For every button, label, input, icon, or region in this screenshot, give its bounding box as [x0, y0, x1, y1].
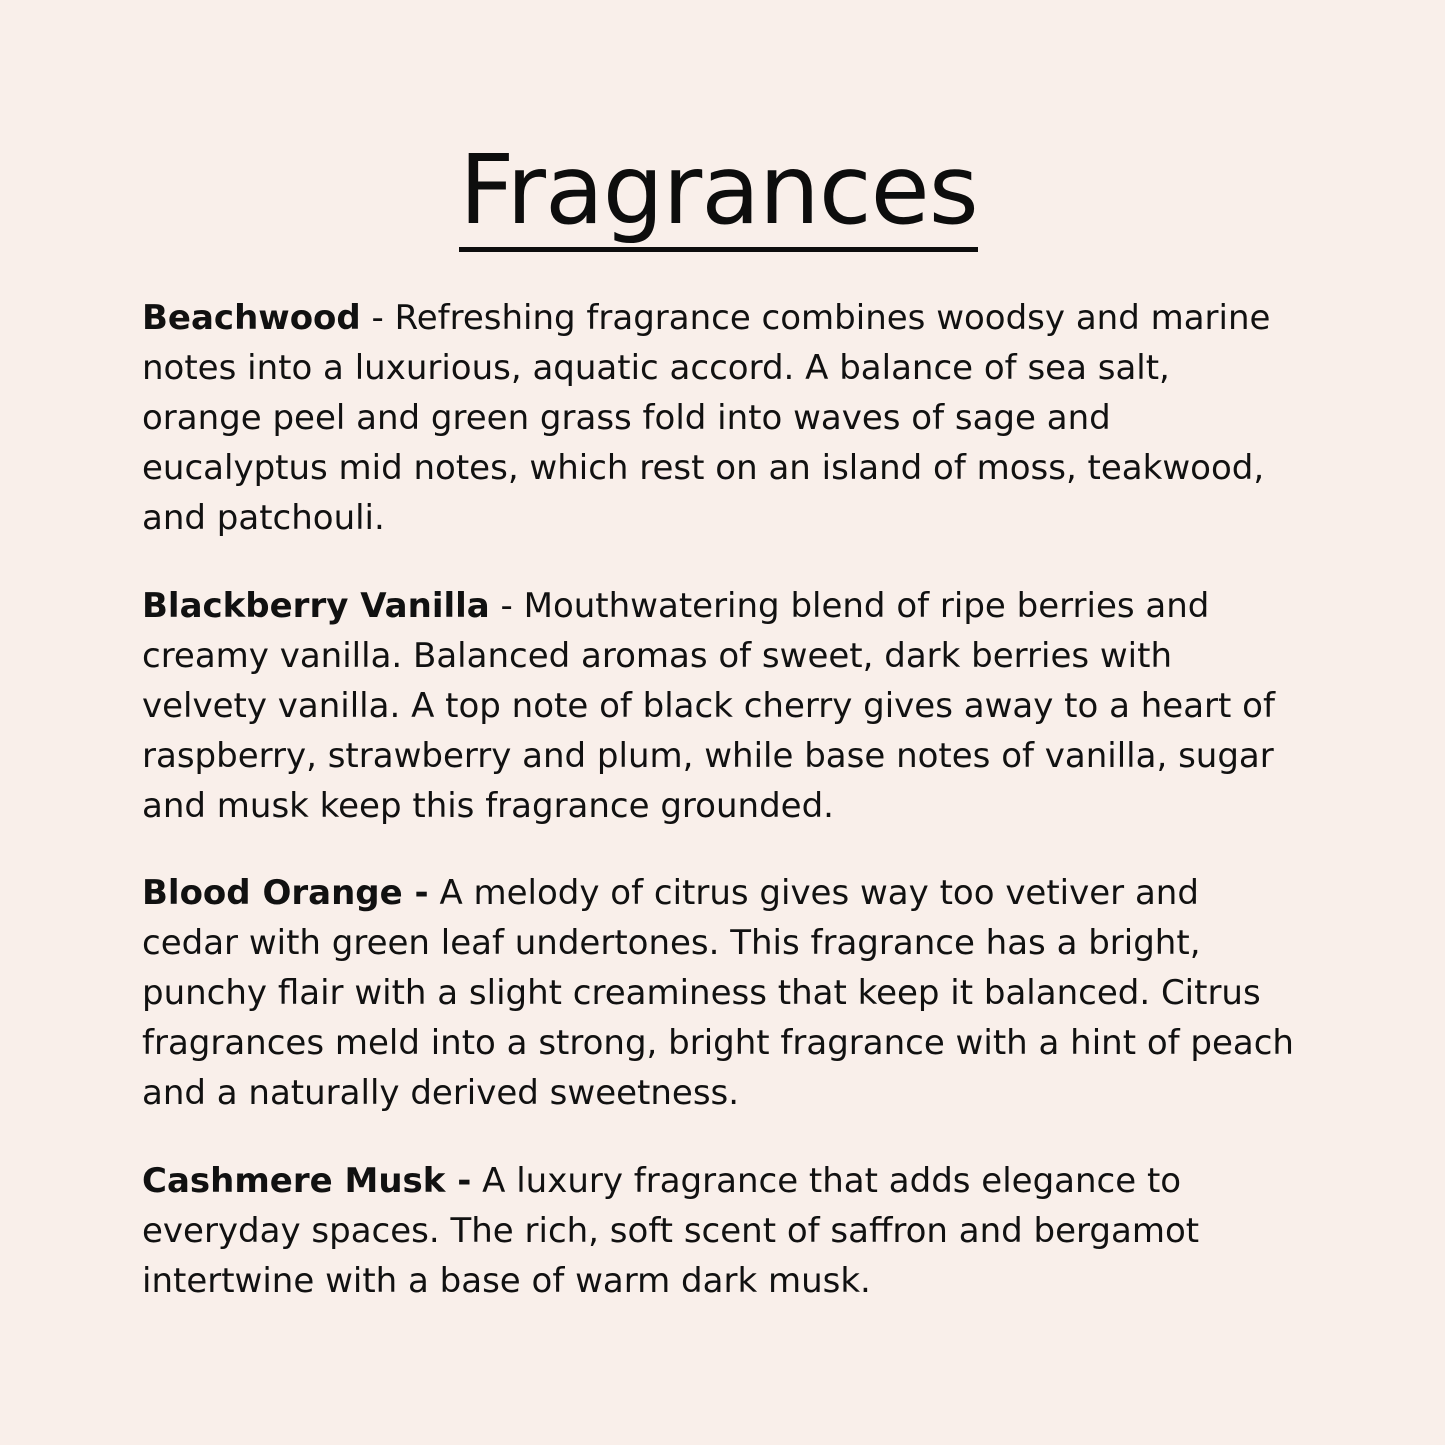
fragrance-description: A luxury fragrance that adds elegance to everyday spaces. The rich, soft scent of saffron and bergamot intertwine with a base of warm dark musk.: [142, 1161, 1200, 1302]
fragrance-description: - Mouthwatering blend of ripe berries and creamy vanilla. Balanced aromas of sweet, dark berries with velvety vanilla. A top note of black cherry gives away to a heart of raspberry, strawberry and plum, while base notes of vanilla, sugar and musk keep this fragrance grounded.: [142, 585, 1275, 826]
fragrance-entry: [142, 1157, 1295, 1307]
page-title: [142, 134, 1295, 252]
fragrance-name: Beachwood: [142, 297, 361, 338]
fragrance-entry: [142, 582, 1295, 832]
fragrance-name: Blood Orange -: [142, 873, 429, 914]
fragrance-name: Blackberry Vanilla: [142, 585, 490, 626]
fragrance-name: Cashmere Musk -: [142, 1161, 472, 1202]
fragrance-entry: [142, 294, 1295, 544]
fragrance-description: - Refreshing fragrance combines woodsy and marine notes into a luxurious, aquatic accord. A balance of sea salt, orange peel and green grass fold into waves of sage and eucalyptus mid notes, which rest on an island of moss, teakwood, and patchouli.: [142, 297, 1271, 538]
fragrance-entries: [142, 294, 1295, 1307]
fragrance-entry: [142, 869, 1295, 1119]
fragrance-description: A melody of citrus gives way too vetiver and cedar with green leaf undertones. This fragrance has a bright, punchy flair with a slight creaminess that keep it balanced. Citrus fragrances meld into a strong, bright fragrance with a hint of peach and a naturally derived sweetness.: [142, 873, 1294, 1114]
page-title-text: Fragrances: [459, 140, 977, 252]
